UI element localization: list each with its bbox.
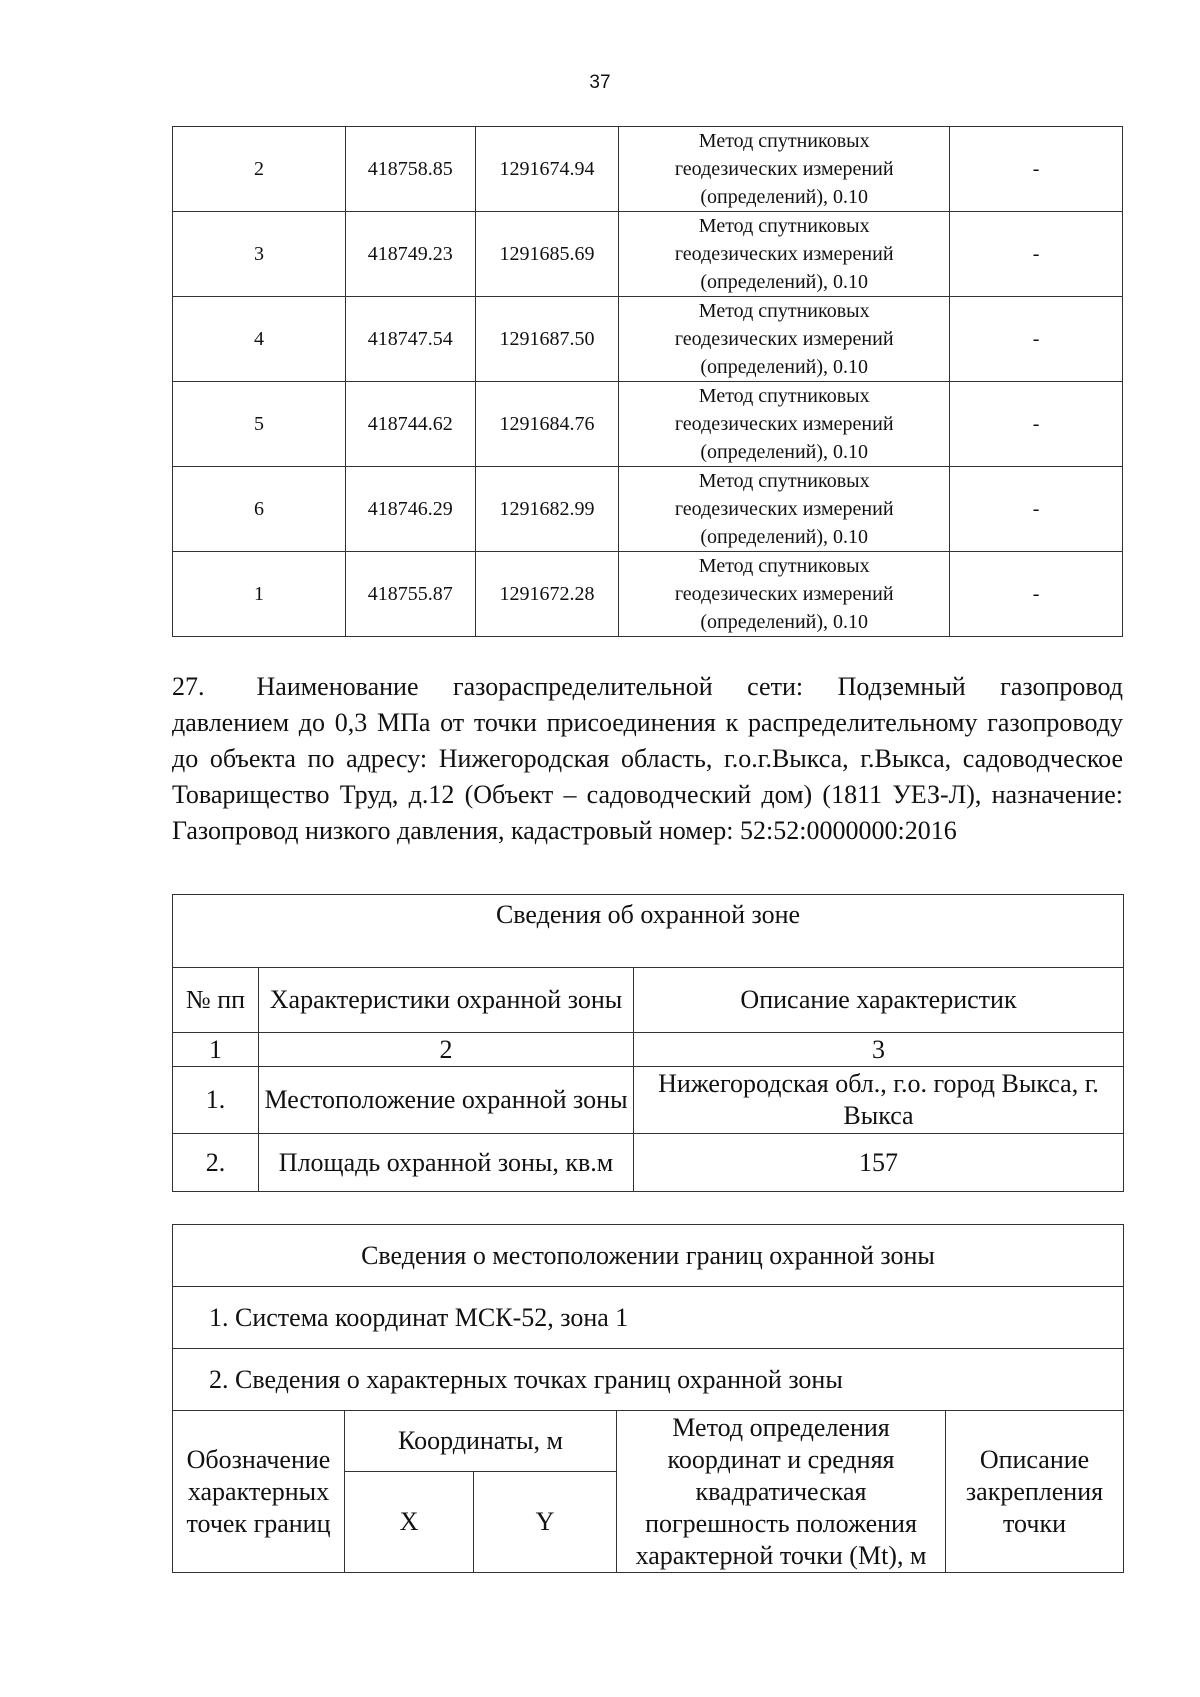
point-number: 3 (173, 212, 346, 297)
coord-x: 418747.54 (345, 297, 475, 382)
section-27 (172, 669, 1123, 849)
method-line: (определений), 0.10 (700, 611, 869, 633)
coord-x: 418746.29 (345, 467, 475, 552)
points-table (172, 126, 1123, 637)
section-27-text: 27. Наименование газораспределительной сети: Подземный газопровод давлением до 0,3 МПа от точки присоединения к распределительному газопроводу до объекта по адресу: Нижегородская область, г.о.г.Выкса, г.Выкса, садоводческое Товарищество Труд, д.12 (Объект – садоводческий дом) (1811 УЕЗ-Л), назначение: Газопровод низкого давления, кадастровый номер: 52:52:0000000:2016 (172, 672, 1123, 845)
zone-row-value: Нижегородская обл., г.о. город Выкса, г. Выкса (634, 1067, 1124, 1134)
col-designation: Обозначение характерных точек границ (173, 1411, 345, 1573)
point-number: 1 (173, 552, 346, 637)
col-method: Метод определения координат и средняя квадратическая погрешность положения характерной точки (Mt), м (617, 1411, 946, 1573)
method-line: Метод спутниковых (698, 385, 870, 407)
fixing-description: - (950, 212, 1123, 297)
coord-y: 1291684.76 (475, 382, 619, 467)
method (619, 382, 950, 467)
method (619, 127, 950, 212)
method-line: геодезических измерений (674, 498, 894, 520)
coord-y: 1291672.28 (475, 552, 619, 637)
zone-row-no: 2. (173, 1134, 259, 1192)
table-row (173, 127, 1123, 212)
zone-col-index: 3 (634, 1033, 1124, 1067)
coord-y: 1291682.99 (475, 467, 619, 552)
method-line: геодезических измерений (674, 583, 894, 605)
point-number: 6 (173, 467, 346, 552)
zone-col-index: 2 (259, 1033, 634, 1067)
col-y: Y (474, 1472, 617, 1573)
zone-col-index: 1 (173, 1033, 259, 1067)
coord-y: 1291674.94 (475, 127, 619, 212)
method-line: геодезических измерений (674, 243, 894, 265)
zone-col-description: Описание характеристик (634, 968, 1124, 1033)
table-row (173, 1134, 1124, 1192)
table-row (173, 1067, 1124, 1134)
zone-col-no: № пп (173, 968, 259, 1033)
point-number: 2 (173, 127, 346, 212)
zone-row-value: 157 (634, 1134, 1124, 1192)
method-line: (определений), 0.10 (700, 441, 869, 463)
method (619, 467, 950, 552)
fixing-description: - (950, 467, 1123, 552)
point-number: 5 (173, 382, 346, 467)
coord-x: 418744.62 (345, 382, 475, 467)
fixing-description: - (950, 552, 1123, 637)
col-fixing: Описание закрепления точки (946, 1411, 1124, 1573)
coord-x: 418749.23 (345, 212, 475, 297)
table-row (173, 297, 1123, 382)
method-line: (определений), 0.10 (700, 271, 869, 293)
method-line: Метод спутниковых (698, 470, 870, 492)
method-line: (определений), 0.10 (700, 526, 869, 548)
method-line: геодезических измерений (674, 158, 894, 180)
zone-row-label: Площадь охранной зоны, кв.м (259, 1134, 634, 1192)
zone-table (172, 894, 1124, 1192)
method-line: Метод спутниковых (698, 300, 870, 322)
coordinate-system: 1. Система координат МСК-52, зона 1 (173, 1287, 1124, 1349)
table-row (173, 467, 1123, 552)
col-x: X (345, 1472, 474, 1573)
zone-row-label: Местоположение охранной зоны (259, 1067, 634, 1134)
method-line: Метод спутниковых (698, 130, 870, 152)
method-line: (определений), 0.10 (700, 186, 869, 208)
method (619, 212, 950, 297)
fixing-description: - (950, 297, 1123, 382)
method-line: геодезических измерений (674, 328, 894, 350)
coord-y: 1291687.50 (475, 297, 619, 382)
zone-row-no: 1. (173, 1067, 259, 1134)
table-row (173, 382, 1123, 467)
table-row (173, 212, 1123, 297)
boundary-table-title: Сведения о местоположении границ охранной зоны (173, 1225, 1124, 1287)
method-line: Метод спутниковых (698, 555, 870, 577)
page-number: 37 (589, 72, 611, 93)
points-section-title: 2. Сведения о характерных точках границ охранной зоны (173, 1349, 1124, 1411)
coord-x: 418758.85 (345, 127, 475, 212)
method (619, 552, 950, 637)
coord-x: 418755.87 (345, 552, 475, 637)
fixing-description: - (950, 382, 1123, 467)
col-coordinates: Координаты, м (345, 1411, 617, 1472)
boundary-table (172, 1224, 1124, 1573)
zone-col-characteristic: Характеристики охранной зоны (259, 968, 634, 1033)
table-row (173, 552, 1123, 637)
point-number: 4 (173, 297, 346, 382)
method-line: Метод спутниковых (698, 215, 870, 237)
zone-table-title: Сведения об охранной зоне (173, 895, 1124, 968)
fixing-description: - (950, 127, 1123, 212)
coord-y: 1291685.69 (475, 212, 619, 297)
method (619, 297, 950, 382)
method-line: (определений), 0.10 (700, 356, 869, 378)
method-line: геодезических измерений (674, 413, 894, 435)
